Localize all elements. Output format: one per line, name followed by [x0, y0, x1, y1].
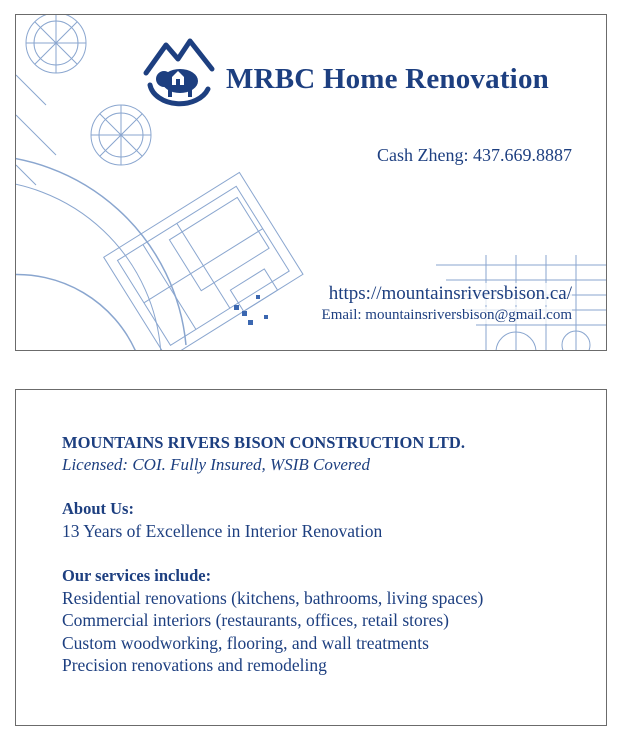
- about-heading: About Us:: [62, 499, 134, 518]
- contact-phone: Cash Zheng: 437.669.8887: [377, 145, 572, 165]
- website-link[interactable]: https://mountainsriversbison.ca/: [328, 283, 572, 304]
- brand-name: MRBC Home Renovation: [226, 63, 549, 95]
- card-back-content: [62, 432, 586, 677]
- service-item: Commercial interiors (restaurants, offices, retail stores): [62, 610, 449, 630]
- license-info: Licensed: COI. Fully Insured, WSIB Covered: [62, 455, 370, 474]
- service-item: Custom woodworking, flooring, and wall treatments: [62, 632, 429, 653]
- service-item: Residential renovations (kitchens, bathrooms, living spaces): [62, 587, 484, 608]
- company-name: MOUNTAINS RIVERS BISON CONSTRUCTION LTD.: [62, 433, 465, 452]
- services-list: [62, 587, 586, 677]
- mountain-bison-logo-icon: [138, 33, 216, 109]
- email-address[interactable]: Email: mountainsriversbison@gmail.com: [321, 307, 572, 323]
- services-heading: Our services include:: [62, 565, 212, 585]
- business-card-back: [15, 389, 607, 726]
- about-text: 13 Years of Excellence in Interior Renovation: [62, 521, 383, 541]
- service-item: Precision renovations and remodeling: [62, 655, 327, 675]
- business-card-front: [15, 14, 607, 351]
